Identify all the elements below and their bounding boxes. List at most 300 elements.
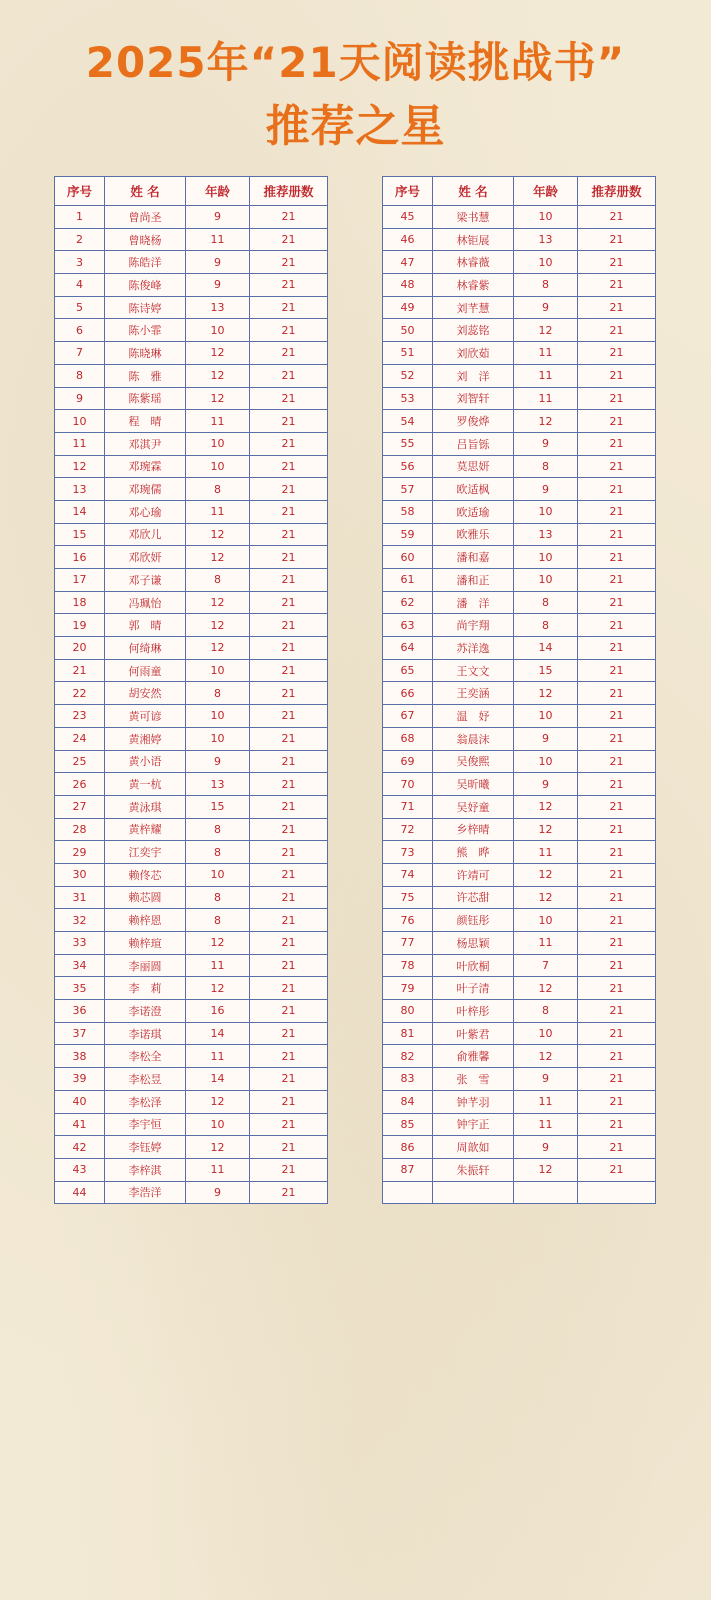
cell-seq: 8 (55, 364, 105, 387)
cell-seq: 77 (383, 932, 433, 955)
table-row (383, 818, 656, 841)
cell-seq: 83 (383, 1068, 433, 1091)
cell-name: 李松全 (105, 1045, 186, 1068)
cell-books: 21 (250, 364, 328, 387)
cell-seq: 5 (55, 296, 105, 319)
cell-age: 12 (186, 591, 250, 614)
table-row (383, 478, 656, 501)
table-row (55, 863, 328, 886)
cell-name: 李松昱 (105, 1068, 186, 1091)
cell-seq: 38 (55, 1045, 105, 1068)
cell-books: 21 (250, 1136, 328, 1159)
cell-books: 21 (578, 523, 656, 546)
cell-name: 温 妤 (433, 705, 514, 728)
page-subtitle: 推荐之星 (265, 101, 446, 152)
cell-age: 8 (186, 886, 250, 909)
cell-books: 21 (578, 1000, 656, 1023)
cell-name: 尚宇翔 (433, 614, 514, 637)
cell-name: 颜钰彤 (433, 909, 514, 932)
header-seq: 序号 (383, 177, 433, 206)
cell-seq: 59 (383, 523, 433, 546)
cell-seq: 2 (55, 228, 105, 251)
cell-seq: 65 (383, 659, 433, 682)
table-row (383, 863, 656, 886)
cell-seq: 29 (55, 841, 105, 864)
cell-seq: 82 (383, 1045, 433, 1068)
cell-books: 21 (578, 296, 656, 319)
cell-age: 8 (514, 591, 578, 614)
cell-books: 21 (578, 342, 656, 365)
cell-books: 21 (578, 659, 656, 682)
cell-name: 曾尚圣 (105, 206, 186, 229)
table-row (55, 1113, 328, 1136)
cell-seq: 56 (383, 455, 433, 478)
cell-age: 11 (514, 841, 578, 864)
table-row (55, 1181, 328, 1204)
cell-age: 12 (186, 977, 250, 1000)
cell-seq: 22 (55, 682, 105, 705)
cell-books: 21 (250, 1113, 328, 1136)
cell-seq: 58 (383, 500, 433, 523)
cell-seq: 35 (55, 977, 105, 1000)
cell-name: 陈 雅 (105, 364, 186, 387)
cell-age: 12 (186, 342, 250, 365)
cell-seq: 41 (55, 1113, 105, 1136)
table-row (55, 591, 328, 614)
cell-name: 李丽圆 (105, 954, 186, 977)
table-row (383, 1022, 656, 1045)
cell-age: 12 (514, 319, 578, 342)
cell-age: 10 (514, 500, 578, 523)
cell-age: 13 (514, 228, 578, 251)
cell-name: 潘和正 (433, 569, 514, 592)
cell-books: 21 (250, 319, 328, 342)
cell-name: 黄泳琪 (105, 795, 186, 818)
cell-books: 21 (578, 863, 656, 886)
cell-books: 21 (578, 410, 656, 433)
cell-age: 10 (186, 432, 250, 455)
cell-seq (383, 1181, 433, 1204)
cell-name: 林睿紫 (433, 274, 514, 297)
cell-seq: 48 (383, 274, 433, 297)
cell-books: 21 (250, 1022, 328, 1045)
cell-name: 李梓淇 (105, 1158, 186, 1181)
table-row (383, 1000, 656, 1023)
cell-books: 21 (250, 546, 328, 569)
cell-seq: 11 (55, 432, 105, 455)
cell-books: 21 (250, 909, 328, 932)
cell-age: 12 (514, 1158, 578, 1181)
cell-name: 熊 晔 (433, 841, 514, 864)
cell-seq: 19 (55, 614, 105, 637)
cell-books: 21 (578, 432, 656, 455)
cell-seq: 37 (55, 1022, 105, 1045)
cell-age: 15 (186, 795, 250, 818)
table-row (383, 1158, 656, 1181)
cell-age: 12 (514, 886, 578, 909)
cell-name: 黄可谚 (105, 705, 186, 728)
cell-age: 8 (514, 614, 578, 637)
cell-books: 21 (250, 682, 328, 705)
cell-seq: 72 (383, 818, 433, 841)
cell-age: 14 (514, 637, 578, 660)
cell-age: 11 (186, 954, 250, 977)
cell-books: 21 (578, 841, 656, 864)
cell-seq: 13 (55, 478, 105, 501)
cell-books: 21 (250, 569, 328, 592)
cell-age: 12 (186, 387, 250, 410)
cell-books: 21 (578, 909, 656, 932)
cell-books: 21 (578, 977, 656, 1000)
cell-age: 12 (514, 795, 578, 818)
cell-name: 张 雪 (433, 1068, 514, 1091)
cell-seq: 32 (55, 909, 105, 932)
table-row (55, 1022, 328, 1045)
cell-age: 11 (186, 1045, 250, 1068)
cell-seq: 3 (55, 251, 105, 274)
cell-books: 21 (578, 274, 656, 297)
cell-age: 8 (514, 455, 578, 478)
cell-seq: 40 (55, 1090, 105, 1113)
cell-age: 12 (514, 818, 578, 841)
cell-books: 21 (578, 319, 656, 342)
cell-books: 21 (578, 818, 656, 841)
cell-name: 何绮琳 (105, 637, 186, 660)
cell-seq: 21 (55, 659, 105, 682)
cell-age: 12 (186, 546, 250, 569)
table-row (383, 727, 656, 750)
table-row (55, 909, 328, 932)
cell-age: 10 (514, 1022, 578, 1045)
cell-age: 9 (514, 773, 578, 796)
cell-books: 21 (578, 206, 656, 229)
cell-books: 21 (578, 569, 656, 592)
cell-age: 11 (514, 342, 578, 365)
cell-books (578, 1181, 656, 1204)
cell-books: 21 (578, 682, 656, 705)
table-row (55, 886, 328, 909)
cell-books: 21 (578, 1068, 656, 1091)
cell-name: 程 晴 (105, 410, 186, 433)
cell-age: 13 (186, 773, 250, 796)
cell-seq: 69 (383, 750, 433, 773)
table-row (55, 614, 328, 637)
cell-seq: 66 (383, 682, 433, 705)
cell-name: 刘欣茹 (433, 342, 514, 365)
cell-books: 21 (578, 1022, 656, 1045)
cell-age: 11 (514, 364, 578, 387)
cell-name: 梁书慧 (433, 206, 514, 229)
cell-seq: 23 (55, 705, 105, 728)
cell-books: 21 (578, 886, 656, 909)
cell-seq: 81 (383, 1022, 433, 1045)
cell-books: 21 (250, 637, 328, 660)
cell-age: 10 (514, 206, 578, 229)
table-row (55, 364, 328, 387)
table-row (383, 251, 656, 274)
cell-name: 陈皓洋 (105, 251, 186, 274)
cell-seq: 7 (55, 342, 105, 365)
cell-seq: 50 (383, 319, 433, 342)
cell-name: 邓欣儿 (105, 523, 186, 546)
cell-age: 8 (186, 841, 250, 864)
table-row (55, 500, 328, 523)
cell-seq: 6 (55, 319, 105, 342)
cell-name: 王奕涵 (433, 682, 514, 705)
cell-name: 曾晓杨 (105, 228, 186, 251)
cell-name: 邓欣妍 (105, 546, 186, 569)
cell-books: 21 (250, 886, 328, 909)
table-row (383, 296, 656, 319)
cell-name: 陈晓琳 (105, 342, 186, 365)
cell-name: 叶紫君 (433, 1022, 514, 1045)
cell-age: 11 (514, 387, 578, 410)
cell-age: 9 (514, 296, 578, 319)
cell-seq: 67 (383, 705, 433, 728)
cell-seq: 27 (55, 795, 105, 818)
table-row (383, 659, 656, 682)
cell-seq: 36 (55, 1000, 105, 1023)
cell-name: 赖佟芯 (105, 863, 186, 886)
cell-name: 陈俊峰 (105, 274, 186, 297)
table-row (383, 1090, 656, 1113)
table-row (383, 1136, 656, 1159)
cell-books: 21 (578, 773, 656, 796)
cell-books: 21 (578, 705, 656, 728)
cell-books: 21 (250, 342, 328, 365)
cell-name: 罗俊烨 (433, 410, 514, 433)
cell-books: 21 (578, 614, 656, 637)
cell-name: 欧适枫 (433, 478, 514, 501)
table-row (55, 455, 328, 478)
cell-seq: 70 (383, 773, 433, 796)
cell-books: 21 (250, 954, 328, 977)
cell-seq: 45 (383, 206, 433, 229)
cell-age: 8 (514, 1000, 578, 1023)
table-row (55, 1158, 328, 1181)
cell-name: 何雨童 (105, 659, 186, 682)
cell-name: 叶子清 (433, 977, 514, 1000)
cell-seq: 12 (55, 455, 105, 478)
cell-name: 李浩洋 (105, 1181, 186, 1204)
table-row (55, 523, 328, 546)
cell-books: 21 (250, 705, 328, 728)
table-row (383, 364, 656, 387)
header-seq: 序号 (55, 177, 105, 206)
table-row (55, 342, 328, 365)
cell-name: 陈紫瑶 (105, 387, 186, 410)
cell-age: 12 (514, 682, 578, 705)
cell-seq: 24 (55, 727, 105, 750)
cell-name: 刘智轩 (433, 387, 514, 410)
cell-books: 21 (578, 228, 656, 251)
cell-seq: 76 (383, 909, 433, 932)
cell-books: 21 (578, 500, 656, 523)
table-row (383, 750, 656, 773)
table-row (55, 1090, 328, 1113)
cell-name: 黄一杭 (105, 773, 186, 796)
cell-age: 9 (186, 1181, 250, 1204)
table-row (383, 591, 656, 614)
cell-name: 郭 晴 (105, 614, 186, 637)
table-row (55, 206, 328, 229)
cell-name: 陈小霏 (105, 319, 186, 342)
table-row (55, 705, 328, 728)
cell-age: 12 (186, 614, 250, 637)
cell-name: 欧适瑜 (433, 500, 514, 523)
cell-age: 10 (514, 705, 578, 728)
cell-age: 12 (186, 1090, 250, 1113)
cell-books: 21 (250, 932, 328, 955)
cell-books: 21 (250, 251, 328, 274)
cell-books: 21 (250, 500, 328, 523)
cell-books: 21 (250, 1181, 328, 1204)
table-row (383, 682, 656, 705)
cell-seq: 60 (383, 546, 433, 569)
cell-books: 21 (250, 841, 328, 864)
cell-books: 21 (578, 795, 656, 818)
cell-seq: 39 (55, 1068, 105, 1091)
cell-name (433, 1181, 514, 1204)
table-row (55, 841, 328, 864)
table-header-row (383, 177, 656, 206)
table-row (383, 795, 656, 818)
cell-books: 21 (578, 455, 656, 478)
cell-name: 林钜展 (433, 228, 514, 251)
cell-age: 9 (186, 206, 250, 229)
cell-age: 11 (186, 1158, 250, 1181)
table-row (55, 251, 328, 274)
cell-age: 8 (514, 274, 578, 297)
cell-age: 12 (186, 364, 250, 387)
cell-name: 吴妤童 (433, 795, 514, 818)
cell-name: 叶欣桐 (433, 954, 514, 977)
cell-age: 8 (186, 909, 250, 932)
cell-books: 21 (250, 1090, 328, 1113)
cell-seq: 9 (55, 387, 105, 410)
cell-seq: 86 (383, 1136, 433, 1159)
table-row (55, 954, 328, 977)
table-row (383, 387, 656, 410)
table-row (383, 705, 656, 728)
cell-seq: 33 (55, 932, 105, 955)
cell-name: 杨思颖 (433, 932, 514, 955)
cell-name: 周歆如 (433, 1136, 514, 1159)
table-row (383, 773, 656, 796)
table-row (383, 1068, 656, 1091)
table-row (55, 569, 328, 592)
cell-age: 10 (186, 705, 250, 728)
cell-seq: 43 (55, 1158, 105, 1181)
cell-seq: 57 (383, 478, 433, 501)
cell-name: 许靖可 (433, 863, 514, 886)
table-row (383, 569, 656, 592)
cell-age: 9 (186, 274, 250, 297)
cell-seq: 63 (383, 614, 433, 637)
cell-name: 钟宇正 (433, 1113, 514, 1136)
table-row (55, 932, 328, 955)
cell-age: 11 (186, 500, 250, 523)
cell-books: 21 (578, 1113, 656, 1136)
cell-books: 21 (578, 727, 656, 750)
cell-seq: 75 (383, 886, 433, 909)
cell-age: 10 (514, 569, 578, 592)
cell-age: 10 (186, 863, 250, 886)
cell-seq: 18 (55, 591, 105, 614)
cell-seq: 34 (55, 954, 105, 977)
cell-books: 21 (578, 364, 656, 387)
cell-age: 9 (186, 750, 250, 773)
cell-age: 10 (514, 909, 578, 932)
table-row (383, 410, 656, 433)
cell-seq: 28 (55, 818, 105, 841)
cell-age: 10 (514, 251, 578, 274)
table-row (383, 228, 656, 251)
header-age: 年龄 (514, 177, 578, 206)
cell-seq: 62 (383, 591, 433, 614)
cell-seq: 61 (383, 569, 433, 592)
cell-age: 10 (186, 727, 250, 750)
cell-name: 朱振轩 (433, 1158, 514, 1181)
cell-age: 12 (514, 977, 578, 1000)
cell-age: 10 (514, 750, 578, 773)
table-row (383, 342, 656, 365)
cell-age: 9 (514, 1136, 578, 1159)
cell-name: 许芯甜 (433, 886, 514, 909)
table-row (55, 296, 328, 319)
cell-seq: 85 (383, 1113, 433, 1136)
table-row (55, 773, 328, 796)
cell-books: 21 (250, 795, 328, 818)
cell-name: 邓子谦 (105, 569, 186, 592)
cell-name: 李宇恒 (105, 1113, 186, 1136)
cell-seq: 80 (383, 1000, 433, 1023)
cell-seq: 26 (55, 773, 105, 796)
cell-books: 21 (578, 637, 656, 660)
cell-name: 黄梓耀 (105, 818, 186, 841)
table-row (383, 637, 656, 660)
cell-books: 21 (578, 1090, 656, 1113)
cell-seq: 4 (55, 274, 105, 297)
cell-age: 8 (186, 478, 250, 501)
cell-seq: 46 (383, 228, 433, 251)
cell-seq: 14 (55, 500, 105, 523)
cell-seq: 17 (55, 569, 105, 592)
cell-seq: 42 (55, 1136, 105, 1159)
cell-seq: 68 (383, 727, 433, 750)
cell-age: 9 (514, 478, 578, 501)
table-row (55, 387, 328, 410)
cell-age: 13 (514, 523, 578, 546)
cell-age (514, 1181, 578, 1204)
cell-name: 王文文 (433, 659, 514, 682)
cell-seq: 51 (383, 342, 433, 365)
table-row (55, 1068, 328, 1091)
cell-books: 21 (250, 387, 328, 410)
table-row (383, 1181, 656, 1204)
table-row (383, 977, 656, 1000)
table-row (55, 682, 328, 705)
cell-age: 8 (186, 569, 250, 592)
header-age: 年龄 (186, 177, 250, 206)
table-row (55, 795, 328, 818)
cell-name: 吕旨铄 (433, 432, 514, 455)
cell-name: 莫思妍 (433, 455, 514, 478)
cell-books: 21 (250, 455, 328, 478)
cell-books: 21 (250, 1045, 328, 1068)
cell-seq: 49 (383, 296, 433, 319)
cell-seq: 64 (383, 637, 433, 660)
